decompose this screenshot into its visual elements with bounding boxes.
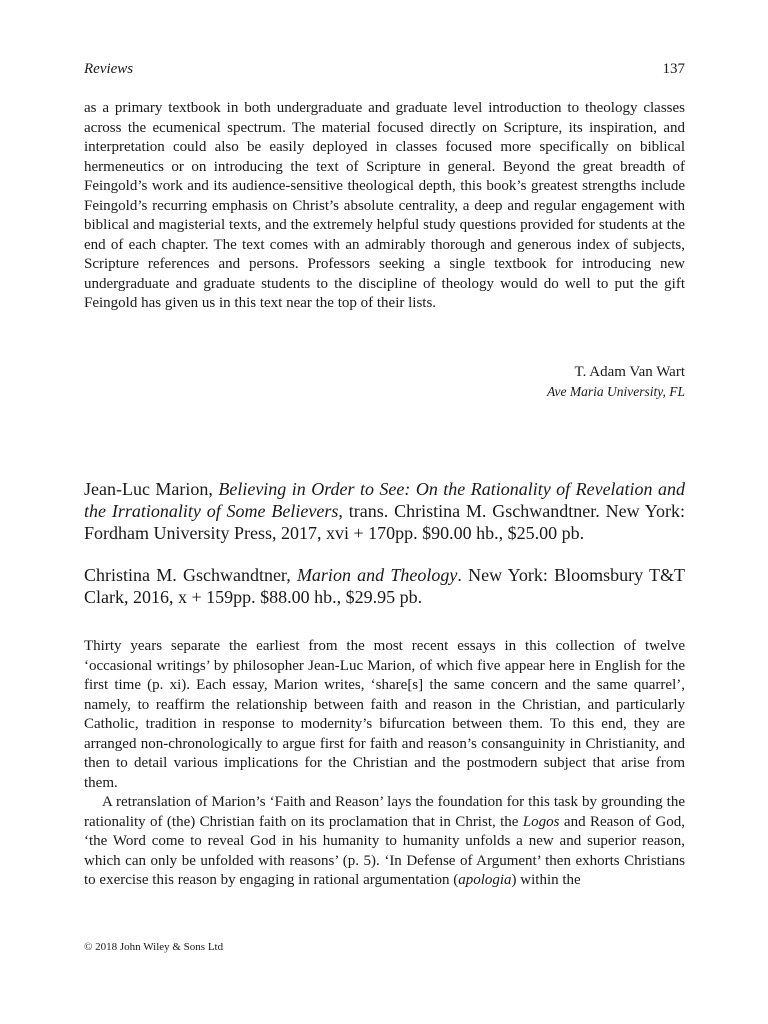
review-paragraph-1: Thirty years separate the earliest from the most recent essays in this collection of twelve ‘occasional writings’ by philosopher Jean-Luc Marion, of which five appear here in English for the first time (p. xi). Each essay, Marion writes, ‘share[s] the same concern and the same quarrel’, namely, to reaffirm the relationship between faith and reason in the Christian, and particularly Catholic, tradition in response to modernity’s bifurcation between them. To this end, they are arranged non-chronologically to argue first for faith and reason’s consanguinity in Christianity, and then to detail various implications for the Christian and the postmodern subject that arise from them. [84, 638, 685, 791]
book-author: Christina M. Gschwandtner, [84, 565, 297, 585]
book-title: Believing in Order to See: On the Rationality of Revelation and the Irrationality of Some Believers [84, 479, 685, 521]
book-citation-2 [84, 564, 685, 608]
running-head: Reviews [84, 61, 134, 77]
italic-term-logos: Logos [522, 813, 560, 830]
book-author: Jean-Luc Marion, [84, 479, 219, 499]
reviewer-name: T. Adam Van Wart [574, 364, 685, 380]
page-number: 137 [662, 61, 685, 77]
book-citation-1 [84, 478, 685, 544]
copyright-footer: © 2018 John Wiley & Sons Ltd [84, 941, 224, 953]
previous-review-paragraph: as a primary textbook in both undergraduate and graduate level introduction to theology classes across the ecumenical spectrum. The material focused directly on Scripture, its inspiration, and interpretation could also be easily deployed in classes focused more specifically on biblical hermeneutics or on introducing the text of Scripture in general. Beyond the great breadth of Feingold’s work and its audience-sensitive theological depth, this book’s greatest strengths include Feingold’s recurring emphasis on Christ’s absolute centrality, a deep and regular engagement with biblical and magisterial texts, and the extremely helpful study questions provided for students at the end of each chapter. The text comes with an admirably thorough and generous index of subjects, Scripture references and persons. Professors seeking a single textbook for introducing new undergraduate and graduate students to the discipline of theology would do well to put the gift Feingold has given us in this text near the top of their lists. [84, 100, 685, 311]
page-header [84, 61, 685, 81]
book-title: Marion and Theology [296, 565, 458, 585]
journal-page [84, 0, 685, 1024]
review-body [84, 637, 685, 891]
italic-term-apologia: apologia [458, 872, 512, 888]
review-paragraph-2 [84, 793, 685, 891]
review-text: ) within the [511, 872, 581, 888]
reviewer-affiliation: Ave Maria University, FL [547, 384, 685, 399]
book-details: . New York: Bloomsbury T&T Clark, 2016, x + 159pp. $88.00 hb., $29.95 pb. [84, 565, 685, 607]
review-text: A retranslation of Marion’s ‘Faith and Reason’ lays the foundation for this task by grounding the rationality of (the) Christian faith on its proclamation that in Christ, the [84, 794, 685, 830]
review-text: and Reason of God, ‘the Word come to reveal God in his humanity to humanity unfolds a new and superior reason, which can only be unfolded with reasons’ (p. 5). ‘In Defense of Argument’ then exhorts Christians to exercise this reason by engaging in rational argumentation ( [84, 813, 685, 888]
book-details: , trans. Christina M. Gschwandtner. New York: Fordham University Press, 2017, xvi + 170pp. $90.00 hb., $25.00 pb. [84, 501, 685, 543]
